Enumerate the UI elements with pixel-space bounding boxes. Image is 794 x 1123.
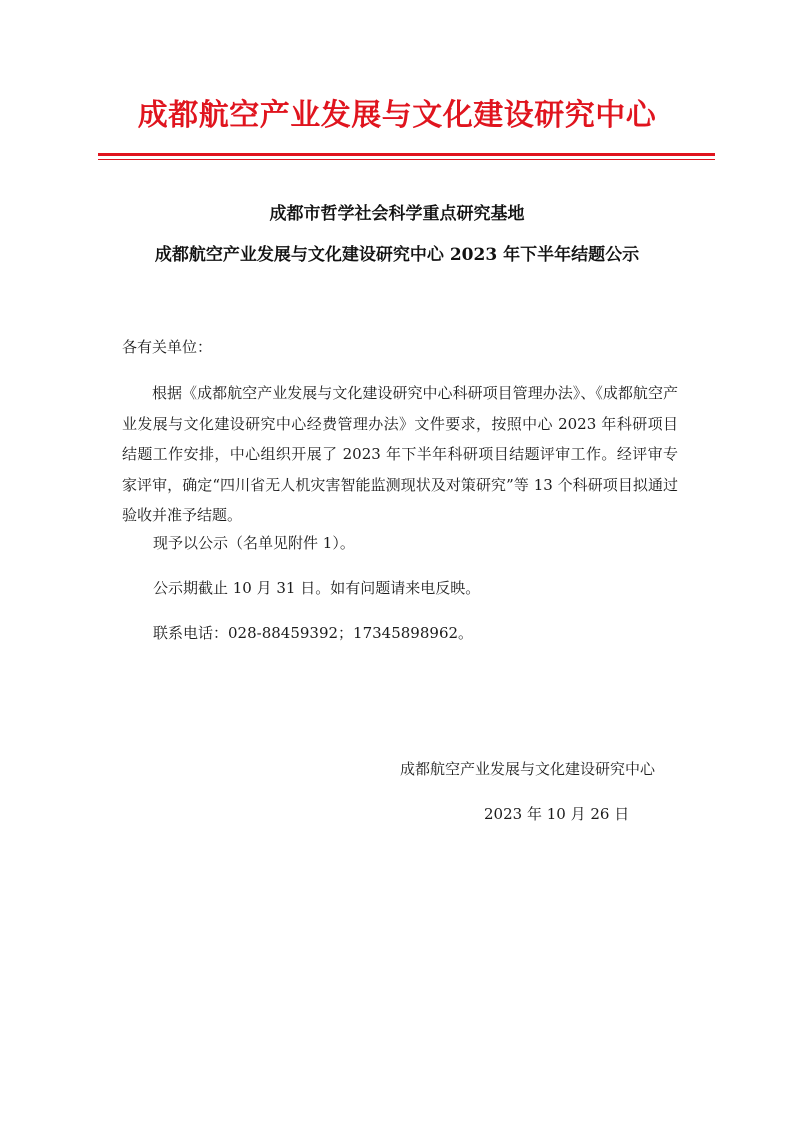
header-rule-thick <box>98 153 715 156</box>
notice-line: 现予以公示（名单见附件 1）。 <box>153 534 355 552</box>
header-rule-thin <box>98 159 715 160</box>
signature-date: 2023 年 10 月 26 日 <box>484 805 630 823</box>
main-paragraph: 根据《成都航空产业发展与文化建设研究中心科研项目管理办法》、《成都航空产业发展与文化建设研究中心经费管理办法》文件要求，按照中心 2023 年科研项目结题工作安排，中心组织开展了 2023 年下半年科研项目结题评审工作。经评审专家评审，确定“四川省无人机灾害智能监测现状及对策研究”等 13 个科研项目拟通过验收并准予结题。 <box>122 384 678 524</box>
signature-organization: 成都航空产业发展与文化建设研究中心 <box>400 760 656 778</box>
subtitle-notice-title: 成都航空产业发展与文化建设研究中心 2023 年下半年结题公示 <box>154 245 640 265</box>
period-line: 公示期截止 10 月 31 日。如有问题请来电反映。 <box>153 579 481 597</box>
header-title: 成都航空产业发展与文化建设研究中心 <box>137 98 657 133</box>
salutation: 各有关单位： <box>122 338 213 356</box>
subtitle-base-name: 成都市哲学社会科学重点研究基地 <box>269 204 525 224</box>
contact-line: 联系电话：028-88459392；17345898962。 <box>153 624 474 642</box>
